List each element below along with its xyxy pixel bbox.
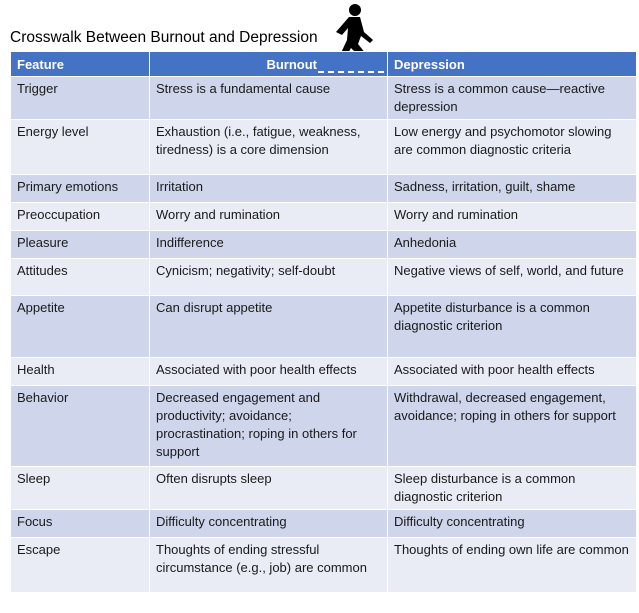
cell-feature: Preoccupation	[11, 203, 150, 231]
cell-burnout: Thoughts of ending stressful circumstance (e.g., job) are common	[150, 538, 388, 593]
table-row	[11, 510, 637, 538]
cell-depression: Difficulty concentrating	[388, 510, 637, 538]
cell-feature: Sleep	[11, 467, 150, 510]
cell-depression: Appetite disturbance is a common diagnostic criterion	[388, 296, 637, 358]
page-title: Crosswalk Between Burnout and Depression	[10, 29, 318, 46]
table-row	[11, 175, 637, 203]
cell-burnout: Associated with poor health effects	[150, 358, 388, 386]
cell-burnout: Can disrupt appetite	[150, 296, 388, 358]
table-row	[11, 467, 637, 510]
cell-burnout: Cynicism; negativity; self-doubt	[150, 259, 388, 296]
header-feature: Feature	[11, 52, 150, 77]
table-row	[11, 259, 637, 296]
cell-feature: Escape	[11, 538, 150, 593]
cell-depression: Sleep disturbance is a common diagnostic criterion	[388, 467, 637, 510]
table-row	[11, 386, 637, 467]
cell-depression: Negative views of self, world, and future	[388, 259, 637, 296]
table-row	[11, 296, 637, 358]
table-row	[11, 538, 637, 593]
table-row	[11, 203, 637, 231]
cell-feature: Focus	[11, 510, 150, 538]
cell-burnout: Exhaustion (i.e., fatigue, weakness, tiredness) is a core dimension	[150, 120, 388, 175]
cell-feature: Behavior	[11, 386, 150, 467]
cell-burnout: Stress is a fundamental cause	[150, 77, 388, 120]
cell-feature: Energy level	[11, 120, 150, 175]
cell-burnout: Indifference	[150, 231, 388, 259]
cell-burnout: Decreased engagement and productivity; avoidance; procrastination; roping in others for support	[150, 386, 388, 467]
dashed-line	[318, 71, 384, 73]
cell-depression: Worry and rumination	[388, 203, 637, 231]
header-depression: Depression	[388, 52, 637, 77]
cell-depression: Anhedonia	[388, 231, 637, 259]
table-row	[11, 120, 637, 175]
table-row	[11, 358, 637, 386]
crosswalk-table	[10, 51, 637, 593]
table-row	[11, 231, 637, 259]
table-body	[11, 77, 637, 593]
cell-feature: Appetite	[11, 296, 150, 358]
cell-depression: Stress is a common cause—reactive depression	[388, 77, 637, 120]
cell-feature: Trigger	[11, 77, 150, 120]
cell-feature: Health	[11, 358, 150, 386]
cell-burnout: Irritation	[150, 175, 388, 203]
cell-burnout: Worry and rumination	[150, 203, 388, 231]
cell-depression: Associated with poor health effects	[388, 358, 637, 386]
header-burnout: Burnout	[150, 52, 388, 77]
table-row	[11, 77, 637, 120]
cell-feature: Primary emotions	[11, 175, 150, 203]
cell-depression: Withdrawal, decreased engagement, avoidance; roping in others for support	[388, 386, 637, 467]
cell-burnout: Difficulty concentrating	[150, 510, 388, 538]
cell-depression: Low energy and psychomotor slowing are common diagnostic criteria	[388, 120, 637, 175]
cell-feature: Pleasure	[11, 231, 150, 259]
cell-feature: Attitudes	[11, 259, 150, 296]
cell-burnout: Often disrupts sleep	[150, 467, 388, 510]
cell-depression: Thoughts of ending own life are common	[388, 538, 637, 593]
cell-depression: Sadness, irritation, guilt, shame	[388, 175, 637, 203]
